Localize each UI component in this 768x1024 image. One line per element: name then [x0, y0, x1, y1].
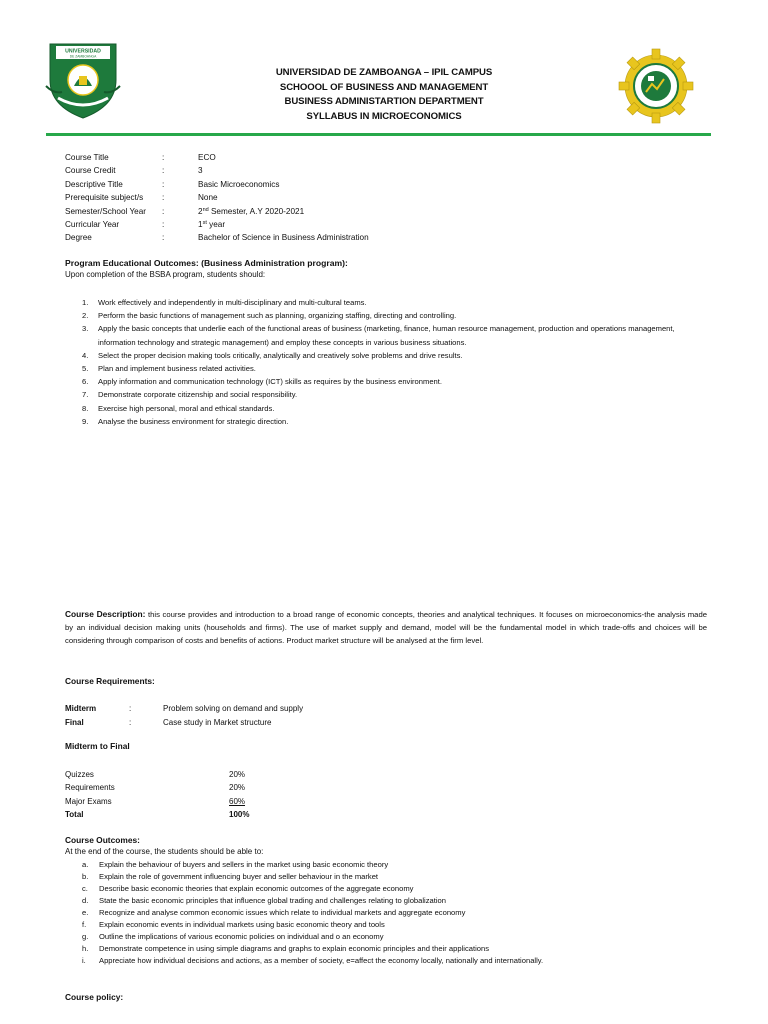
grading-value: 20%: [229, 770, 246, 779]
item-letter: b.: [82, 872, 89, 881]
item-letter: g.: [82, 932, 89, 941]
grading-heading: Midterm to Final: [65, 741, 130, 751]
header-divider: [46, 133, 711, 136]
item-letter: d.: [82, 896, 89, 905]
header-university: UNIVERSIDAD DE ZAMBOANGA – IPIL CAMPUS: [275, 67, 493, 78]
course-info-row: [65, 164, 369, 177]
info-value-rest: Semester, A.Y 2020-2021: [208, 206, 305, 216]
requirement-value: Case study in Market structure: [163, 717, 272, 727]
info-value-number: 1: [198, 220, 203, 230]
info-colon: :: [162, 179, 165, 189]
list-item: [82, 388, 702, 401]
course-description-label: Course Description:: [65, 609, 146, 619]
item-number: 1.: [82, 298, 89, 307]
item-text: Apply the basic concepts that underlie each of the functional areas of business (marketing, finance, human resource management, production and operations management, information technology and strategic management) and employ these concepts in various business situations.: [98, 324, 675, 347]
item-letter: f.: [82, 920, 87, 929]
requirement-row: [65, 702, 303, 716]
info-value-ordinal: nd: [202, 206, 209, 213]
info-value: [198, 205, 304, 218]
list-item: [82, 931, 712, 943]
course-policy-heading: Course policy:: [65, 992, 124, 1002]
item-text: Appreciate how individual decisions and actions, as a member of society, e=affect the economy locally, nationally and internationally.: [99, 956, 544, 965]
info-label: Course Title: [65, 153, 109, 162]
item-number: 2.: [82, 311, 89, 321]
outcomes-intro: At the end of the course, the students should be able to:: [65, 847, 264, 856]
list-item: [82, 362, 702, 375]
course-info-row: [65, 218, 369, 231]
item-text: Analyse the business environment for strategic direction.: [98, 416, 289, 426]
item-text: Explain the behaviour of buyers and sellers in the market using basic economic theory: [99, 860, 389, 869]
list-item: [82, 907, 712, 919]
grading-value: 60%: [229, 796, 246, 806]
course-info-row: [65, 231, 369, 244]
course-description-text: this course provides and introduction to a broad range of economic concepts, theories and analytical techniques. It focuses on microeconomics-the analysis made by an individual decision making units (households and firms). The use of market supply and demand, model will be the fundamental model in which trade-offs and choices will be considering through comparison of costs and benefits of actions. Product market structure will be analysed at the firm level.: [65, 610, 707, 646]
item-number: 7.: [82, 390, 89, 400]
university-seal-logo: [44, 40, 122, 120]
info-value-number: 2: [198, 206, 203, 216]
outcomes-heading: Course Outcomes:: [65, 835, 140, 845]
grading-label: Requirements: [65, 783, 115, 793]
item-number: 9.: [82, 416, 89, 426]
grading-value: 100%: [229, 810, 250, 820]
list-item: [82, 309, 702, 322]
requirement-label: Final: [65, 717, 84, 727]
requirements-table: [65, 702, 303, 729]
info-value-ordinal: st: [202, 220, 207, 227]
info-label: Semester/School Year: [65, 206, 147, 216]
grading-row: [65, 795, 249, 808]
info-colon: :: [162, 166, 165, 176]
info-value: [198, 218, 225, 231]
info-value: ECO: [198, 153, 216, 162]
peo-intro: Upon completion of the BSBA program, students should:: [65, 270, 266, 279]
item-number: 4.: [82, 350, 89, 360]
item-text: Outline the implications of various economic policies on individual and o an economy: [99, 932, 384, 941]
grading-label: Quizzes: [65, 770, 94, 779]
list-item: [82, 871, 712, 883]
list-item: [82, 375, 702, 388]
svg-text:UNIVERSIDAD: UNIVERSIDAD: [65, 48, 101, 55]
info-colon: :: [162, 206, 165, 216]
info-colon: :: [162, 193, 165, 203]
peo-heading: Program Educational Outcomes: (Business Administration program):: [65, 258, 348, 268]
info-label: Degree: [65, 233, 92, 243]
requirements-heading: Course Requirements:: [65, 676, 155, 686]
item-letter: a.: [82, 860, 89, 869]
list-item: [82, 402, 702, 415]
info-value-rest: year: [206, 220, 226, 230]
item-number: 3.: [82, 324, 89, 334]
header-syllabus-title: SYLLABUS IN MICROECONOMICS: [306, 110, 462, 122]
item-text: Select the proper decision making tools critically, analytically and creatively solve problems and drive results.: [98, 350, 463, 360]
business-school-seal-logo: [618, 48, 694, 124]
item-letter: h.: [82, 944, 89, 953]
info-value: 3: [198, 166, 203, 176]
info-label: Course Credit: [65, 166, 116, 176]
list-item: [82, 919, 712, 931]
item-number: 5.: [82, 364, 89, 374]
info-value: None: [198, 193, 218, 203]
item-text: Explain economic events in individual markets using basic economic theory and tools: [99, 920, 385, 929]
item-text: Perform the basic functions of management such as planning, organizing staffing, directing and controlling.: [98, 311, 457, 321]
outcomes-list: [82, 859, 712, 967]
item-text: Explain the role of government influencing buyer and seller behaviour in the market: [99, 872, 379, 881]
list-item: [82, 322, 702, 348]
grading-value: 20%: [229, 783, 246, 793]
requirement-colon: :: [129, 717, 132, 727]
course-info-row: [65, 178, 369, 191]
svg-text:DE ZAMBOANGA: DE ZAMBOANGA: [69, 54, 97, 59]
item-number: 8.: [82, 403, 89, 413]
list-item: [82, 883, 712, 895]
list-item: [82, 296, 702, 309]
item-text: Describe basic economic theories that explain economic outcomes of the aggregate economy: [99, 884, 414, 893]
peo-list: [82, 296, 702, 428]
course-info-table: [65, 151, 369, 245]
info-label: Descriptive Title: [65, 179, 123, 189]
grading-total-row: [65, 808, 249, 821]
item-text: Plan and implement business related activities.: [98, 364, 256, 374]
info-label: Prerequisite subject/s: [65, 193, 144, 203]
item-text: Exercise high personal, moral and ethical standards.: [98, 403, 275, 413]
info-colon: :: [162, 153, 165, 162]
item-letter: c.: [82, 884, 88, 893]
list-item: [82, 895, 712, 907]
list-item: [82, 349, 702, 362]
grading-label: Total: [65, 810, 84, 820]
list-item: [82, 859, 712, 871]
item-text: Demonstrate corporate citizenship and social responsibility.: [98, 390, 298, 400]
item-text: State the basic economic principles that influence global trading and challenges relating to globalization: [99, 896, 447, 905]
course-info-row: [65, 151, 369, 164]
list-item: [82, 943, 712, 955]
info-value: Basic Microeconomics: [198, 179, 280, 189]
item-letter: e.: [82, 908, 89, 917]
item-text: Demonstrate competence in using simple diagrams and graphs to explain economic principles and their applications: [99, 944, 490, 953]
grading-row: [65, 781, 249, 794]
document-header: [170, 66, 598, 124]
info-value: Bachelor of Science in Business Administration: [198, 233, 369, 243]
info-colon: :: [162, 220, 165, 230]
list-item: [82, 955, 712, 967]
grading-table: [65, 768, 249, 822]
requirement-label: Midterm: [65, 704, 97, 713]
grading-row: [65, 768, 249, 781]
info-label: Curricular Year: [65, 220, 120, 230]
info-colon: :: [162, 233, 165, 243]
requirement-value: Problem solving on demand and supply: [163, 704, 304, 713]
item-text: Apply information and communication technology (ICT) skills as requires by the business environment.: [98, 377, 442, 387]
header-department: BUSINESS ADMINISTARTION DEPARTMENT: [284, 96, 484, 107]
requirement-colon: :: [129, 704, 132, 713]
grading-label: Major Exams: [65, 796, 112, 806]
item-number: 6.: [82, 377, 89, 387]
item-letter: i.: [82, 956, 86, 965]
requirement-row: [65, 716, 303, 730]
item-text: Work effectively and independently in multi-disciplinary and multi-cultural teams.: [98, 298, 367, 307]
course-info-row: [65, 191, 369, 204]
list-item: [82, 415, 702, 428]
course-description: [65, 608, 707, 648]
course-info-row: [65, 205, 369, 218]
item-text: Recognize and analyse common economic issues which relate to individual markets and aggregate economy: [99, 908, 466, 917]
header-school: SCHOOOL OF BUSINESS AND MANAGEMENT: [279, 81, 489, 93]
